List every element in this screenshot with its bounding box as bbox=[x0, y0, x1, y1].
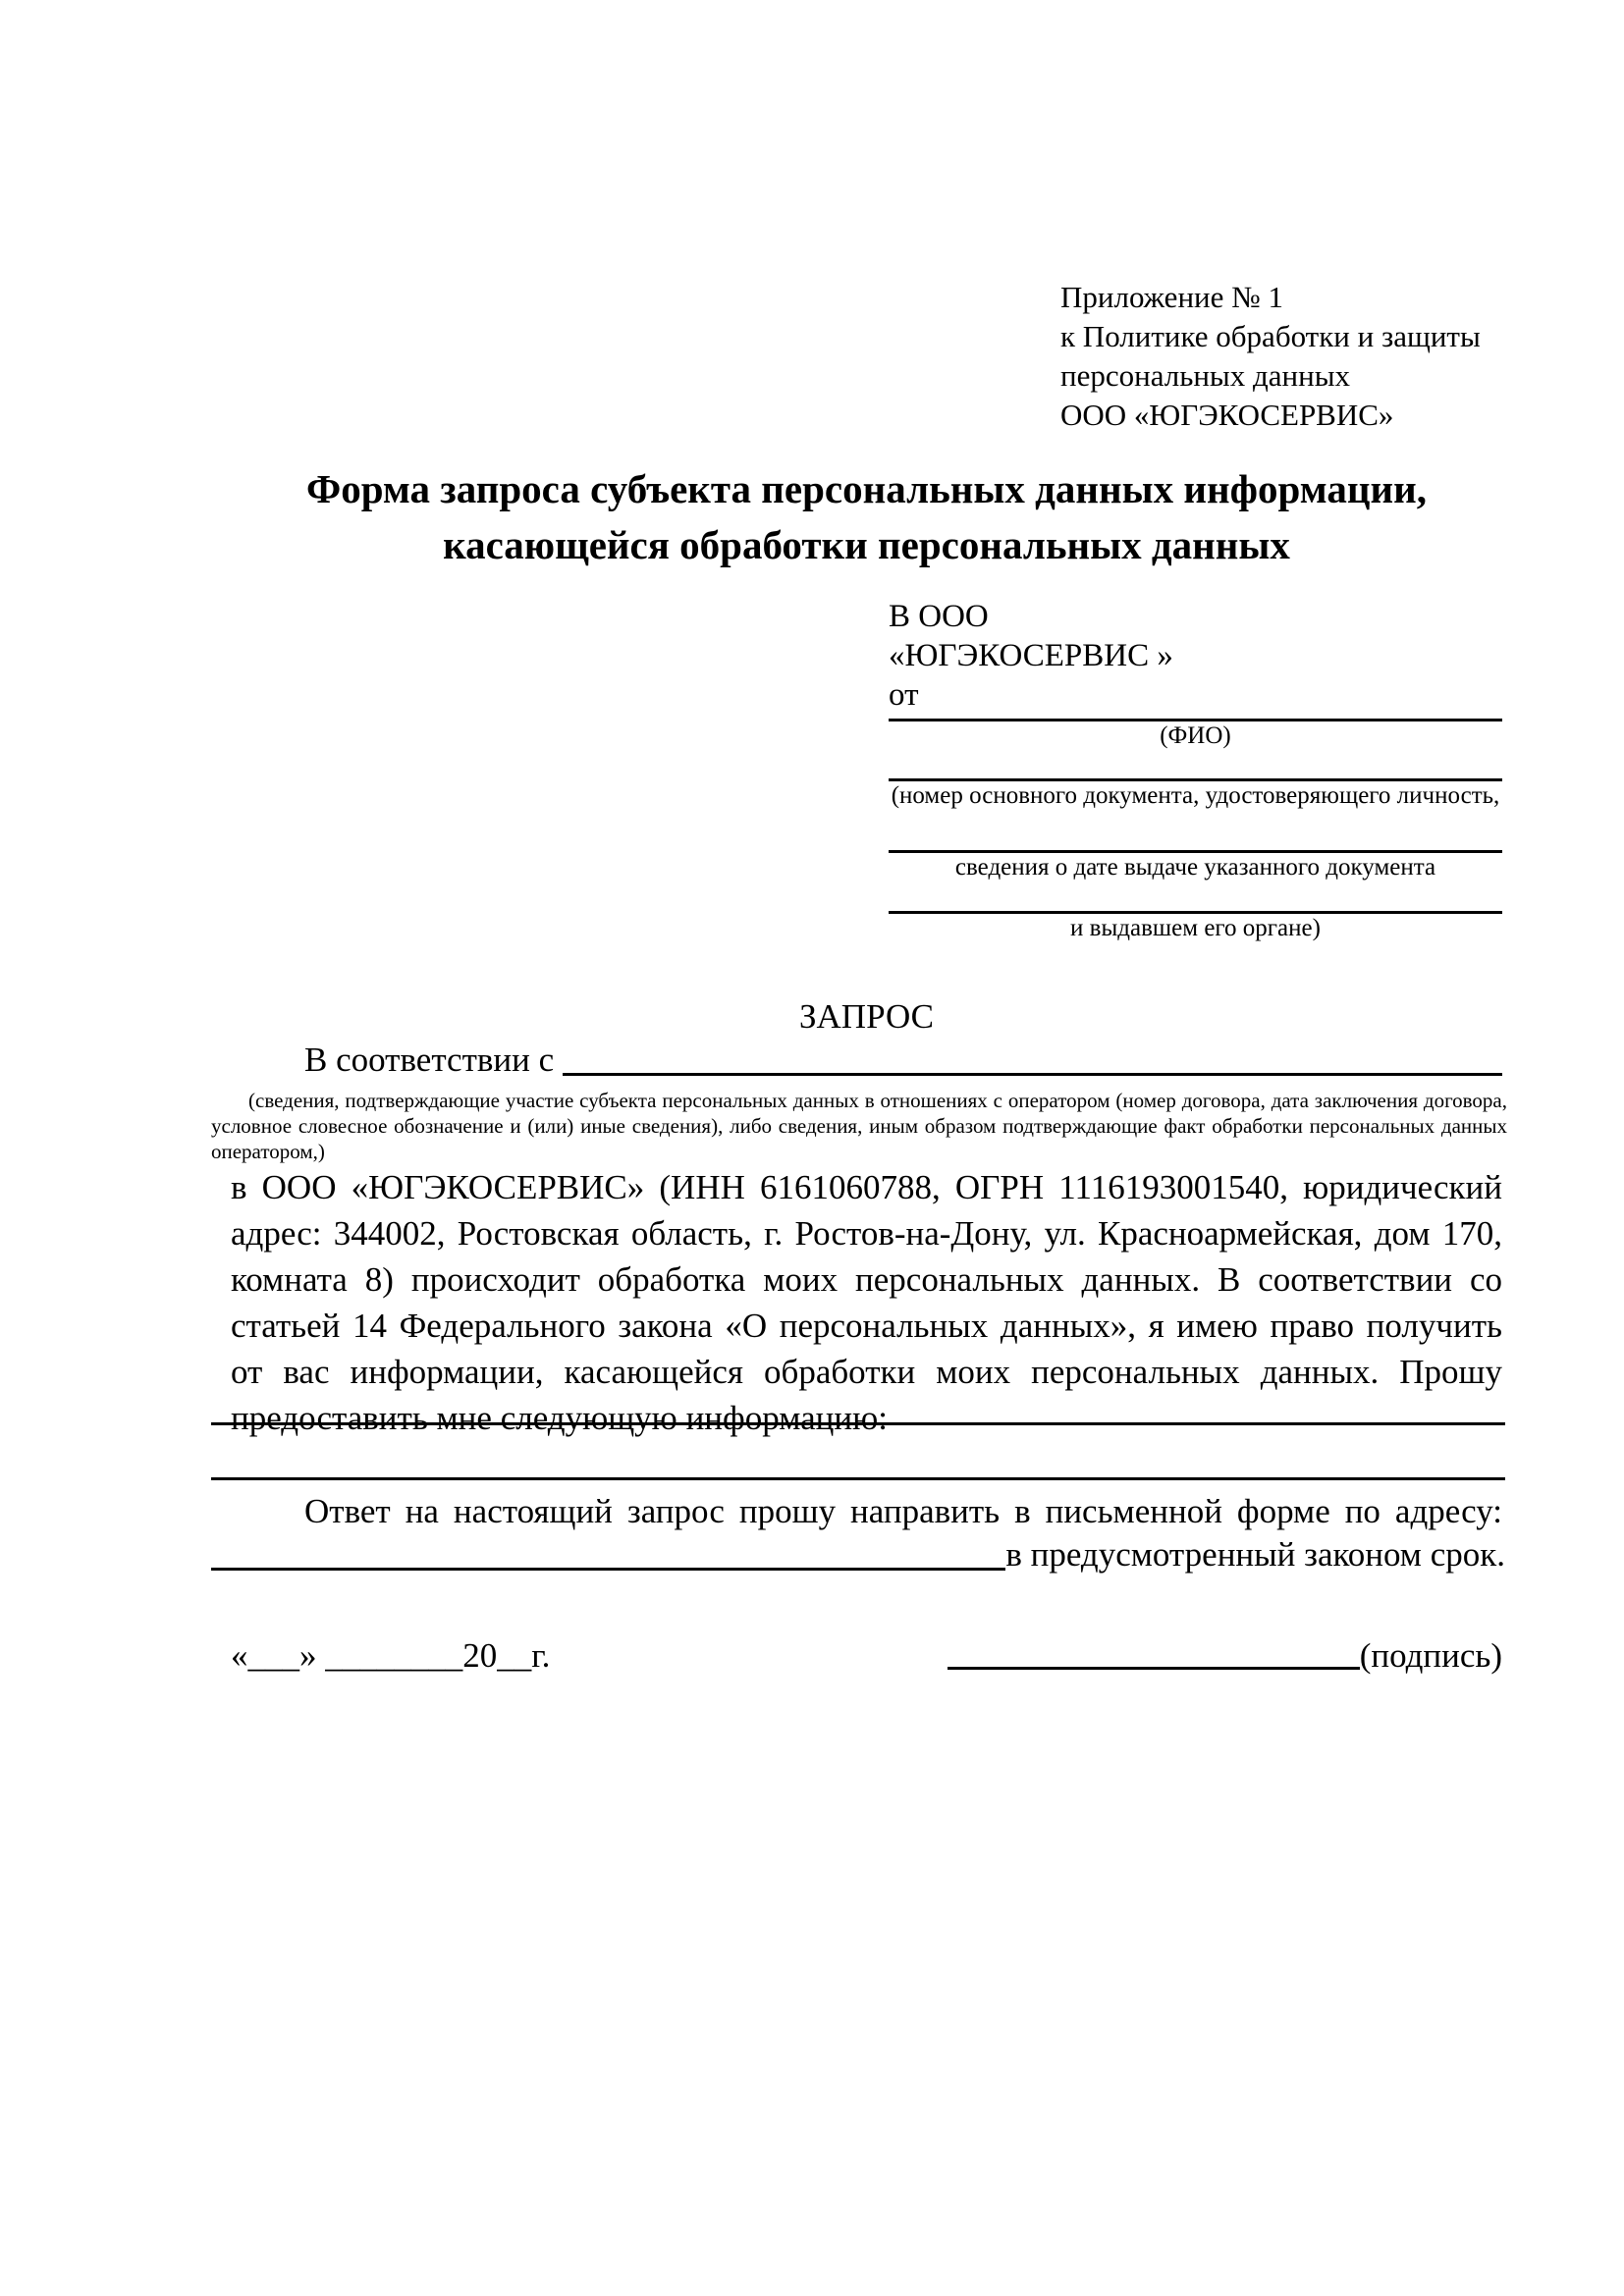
lead-in-text: В соответствии с bbox=[304, 1041, 563, 1079]
request-heading: ЗАПРОС bbox=[798, 997, 935, 1036]
appendix-line: Приложение № 1 bbox=[1060, 280, 1283, 314]
addressee-org-line: «ЮГЭКОСЕРВИС » bbox=[889, 638, 1173, 673]
signature-row bbox=[231, 1634, 1502, 1678]
addressee-from-label: от bbox=[889, 677, 919, 713]
issuing-authority-caption: и выдавшем его органе) bbox=[1070, 915, 1321, 941]
appendix-block bbox=[1060, 278, 1481, 435]
info-blank-line bbox=[211, 1422, 1505, 1425]
info-blank-line bbox=[211, 1477, 1505, 1480]
lead-in-blank-line bbox=[563, 1039, 1502, 1076]
document-title-line: Форма запроса субъекта персональных данных информации, bbox=[306, 466, 1427, 511]
lead-in-note: (сведения, подтверждающие участие субъекта персональных данных в отношениях с оператором (номер договора, дата заключения договора, условное словесное обозначение и (или) иные сведения), либо сведения, иным образом подтверждающие факт обработки персональных данных оператором,) bbox=[211, 1089, 1507, 1163]
addressee-block bbox=[889, 597, 1502, 943]
lead-in-row bbox=[231, 1039, 1502, 1082]
document-title bbox=[231, 461, 1502, 573]
signature-blank-line bbox=[947, 1667, 1360, 1670]
issue-date-caption: сведения о дате выдаче указанного документа bbox=[954, 854, 1436, 881]
date-placeholder: «___» ________20__г. bbox=[231, 1636, 551, 1675]
document-number-caption: (номер основного документа, удостоверяющего личность, bbox=[891, 782, 1500, 809]
reply-address-row bbox=[211, 1533, 1505, 1576]
appendix-line: к Политике обработки и защиты bbox=[1060, 319, 1481, 353]
reply-address-blank-line bbox=[211, 1533, 1005, 1571]
signature-caption: (подпись) bbox=[1359, 1636, 1502, 1675]
reply-deadline-text: в предусмотренный законом срок. bbox=[1005, 1535, 1505, 1574]
addressee-to-line: В ООО bbox=[889, 599, 989, 634]
appendix-line: персональных данных bbox=[1060, 358, 1351, 393]
request-body: в ООО «ЮГЭКОСЕРВИС» (ИНН 6161060788, ОГРН 1116193001540, юридический адрес: 344002, Ростовская область, г. Ростов-на-Дону, ул. Красноармейская, дом 170, комната 8) происходит обработка моих персональных данных. В соответствии со статьей 14 Федерального закона «О персональных данных», я имею право получить от вас информации, касающейся обработки моих персональных данных. Прошу предоставить мне следующую информацию: bbox=[231, 1168, 1502, 1437]
reply-paragraph: Ответ на настоящий запрос прошу направить в письменной форме по адресу: bbox=[304, 1492, 1502, 1530]
fio-caption: (ФИО) bbox=[1160, 722, 1231, 749]
appendix-line: ООО «ЮГЭКОСЕРВИС» bbox=[1060, 398, 1394, 432]
document-title-line: касающейся обработки персональных данных bbox=[443, 522, 1290, 567]
